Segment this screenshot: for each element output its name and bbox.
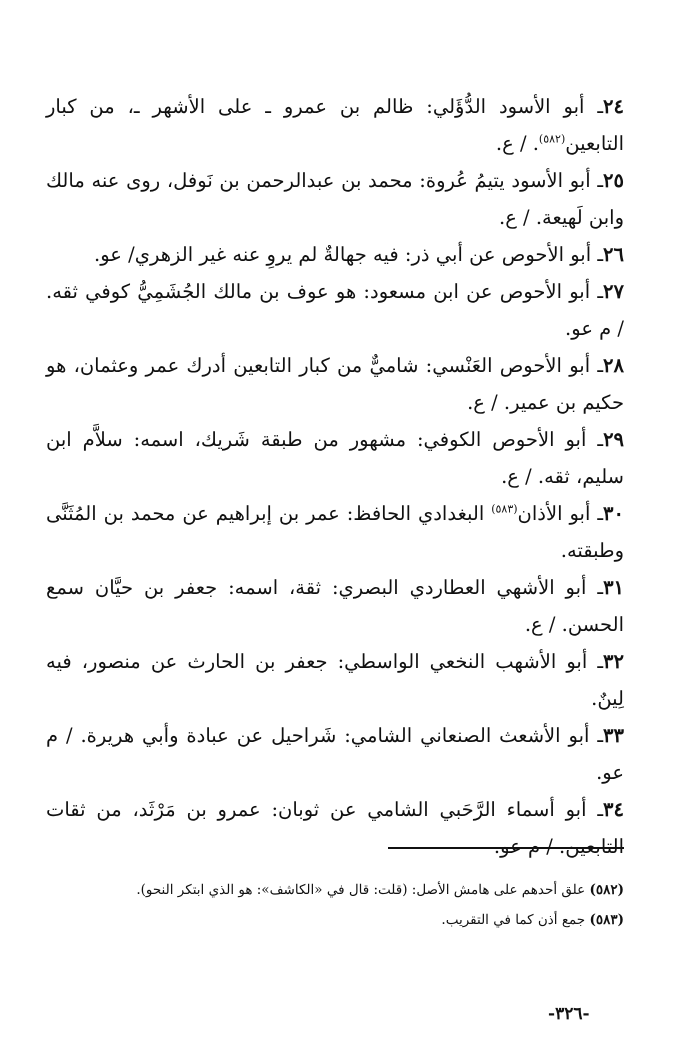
entry-text: أبو الأذان [517, 502, 591, 525]
entry-30: ٣٠ـ أبو الأذان$^{(٥٨٣)}$ البغدادي الحافظ: عمر بن إبراهيم عن محمد بن المُثَنَّى وطبقته. [46, 502, 624, 562]
entry-number: ٢٨ [603, 354, 624, 377]
entry-number: ٢٧ [603, 280, 624, 303]
entry-26: ٢٦ـ أبو الأحوص عن أبي ذر: فيه جهالةٌ لم يروِ عنه غير الزهري/ عو. [94, 243, 624, 266]
entry-27: ٢٧ـ أبو الأحوص عن ابن مسعود: هو عوف بن مالك الجُشَمِيُّ كوفي ثقه. / م عو. [46, 280, 624, 340]
entry-28: ٢٨ـ أبو الأحوص العَنْسي: شاميٌّ من كبار التابعين أدرك عمر وعثمان، هو حكيم بن عمير. / ع. [46, 354, 624, 414]
entry-text: أبو الأسود الدُّؤَلي: ظالم بن عمرو ـ على الأشهر ـ، من كبار التابعين [46, 95, 624, 155]
entry-text: أبو الأشعث الصنعاني الشامي: شَراحيل عن عبادة وأبي هريرة [86, 724, 590, 747]
entry-number: ٢٦ [603, 243, 624, 266]
entry-32: ٣٢ـ أبو الأشهب النخعي الواسطي: جعفر بن الحارث عن منصور، فيه لِينٌ. [46, 650, 624, 710]
entry-number: ٣٤ [603, 798, 624, 821]
entry-text: أبو الأشهب النخعي الواسطي: جعفر بن الحارث عن منصور، فيه لِينٌ [46, 650, 624, 710]
entry-text: أبو الأحوص الكوفي: مشهور من طبقة شَريك، اسمه: سلاَّم ابن سليم، ثقه [46, 428, 624, 488]
entry-tail: . / م عو. [46, 280, 624, 340]
entry-number: ٣٠ [603, 502, 624, 525]
entry-tail: . / م عو. [493, 835, 566, 858]
entry-number: ٣٢ [603, 650, 624, 673]
entry-24: ٢٤ـ أبو الأسود الدُّؤَلي: ظالم بن عمرو ـ على الأشهر ـ، من كبار التابعين$^{(٥٨٢)}$. / ع. [46, 95, 624, 155]
footnote-583 [46, 908, 624, 932]
footnotes [46, 878, 624, 938]
footnote-ref: (٥٨٣) [491, 502, 518, 516]
footnote-number: (٥٨٢) [589, 882, 624, 898]
entry-tail: / عو. [94, 243, 135, 266]
entry-text: أبو الأشهي العطاردي البصري: ثقة، اسمه: جعفر بن حيَّان سمع الحسن [46, 576, 624, 636]
footnote-text: علق أحدهم على هامش الأصل: (قلت: قال في «الكاشف»: هو الذي ابتكر النحو). [136, 882, 586, 898]
entry-25: ٢٥ـ أبو الأسود يتيمُ عُروة: محمد بن عبدالرحمن بن نَوفل، روى عنه مالك وابن لَهيعة. / ع. [46, 169, 624, 229]
entry-tail: . / ع. [524, 613, 568, 636]
footnote-separator [388, 847, 624, 849]
entry-number: ٢٥ [603, 169, 624, 192]
biography-entries [46, 88, 624, 865]
entry-33: ٣٣ـ أبو الأشعث الصنعاني الشامي: شَراحيل عن عبادة وأبي هريرة. / م عو. [46, 724, 624, 784]
entry-text: أبو أسماء الرَّحَبي الشامي عن ثوبان: عمرو بن مَرْثَد، من ثقات التابعين [46, 798, 624, 858]
footnote-ref: (٥٨٢) [538, 132, 566, 146]
entry-number: ٣٣ [603, 724, 624, 747]
entry-tail: . / م عو. [46, 724, 624, 784]
entry-tail: . / ع. [495, 132, 539, 155]
footnote-number: (٥٨٣) [589, 912, 624, 928]
entry-text: أبو الأحوص عن أبي ذر: فيه جهالةٌ لم يروِ عنه غير الزهري [134, 243, 592, 266]
entry-number: ٣١ [603, 576, 625, 599]
footnote-text: جمع أذن كما في التقريب. [441, 912, 586, 928]
entry-tail: . / ع. [467, 391, 511, 414]
entry-text: أبو الأحوص عن ابن مسعود: هو عوف بن مالك الجُشَمِيُّ كوفي ثقه [52, 280, 591, 303]
entry-number: ٢٤ [603, 95, 624, 118]
entry-34: ٣٤ـ أبو أسماء الرَّحَبي الشامي عن ثوبان: عمرو بن مَرْثَد، من ثقات التابعين. / م عو. [46, 798, 624, 858]
entry-29: ٢٩ـ أبو الأحوص الكوفي: مشهور من طبقة شَريك، اسمه: سلاَّم ابن سليم، ثقه. / ع. [46, 428, 625, 488]
entry-tail: . / ع. [499, 206, 543, 229]
entry-tail: . / ع. [501, 465, 545, 488]
entry-text: أبو الأسود يتيمُ عُروة: محمد بن عبدالرحمن بن نَوفل، روى عنه مالك وابن لَهيعة [46, 169, 624, 229]
entry-31: ٣١ـ أبو الأشهي العطاردي البصري: ثقة، اسمه: جعفر بن حيَّان سمع الحسن. / ع. [46, 576, 625, 636]
entry-number: ٢٩ [603, 428, 625, 451]
entry-text: أبو الأحوص العَنْسي: شاميٌّ من كبار التابعين أدرك عمر وعثمان، هو حكيم بن عمير [46, 354, 624, 414]
entry-tail: البغدادي الحافظ: عمر بن إبراهيم عن محمد بن المُثَنَّى وطبقته. [46, 502, 624, 562]
entry-tail: . [591, 687, 598, 710]
page-number: -٣٢٦- [548, 1004, 590, 1024]
footnote-582 [46, 878, 624, 902]
